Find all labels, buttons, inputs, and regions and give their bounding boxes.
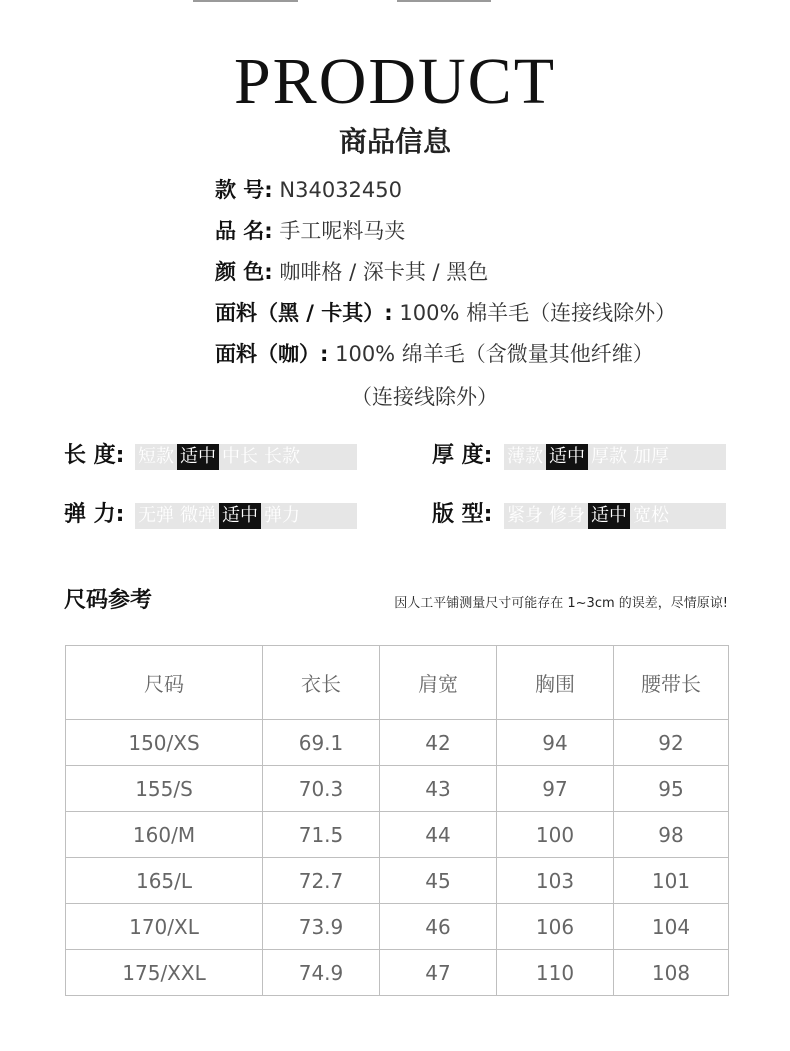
- length-option: 中长: [222, 446, 258, 467]
- table-cell: 106: [497, 904, 614, 950]
- info-value: 咖啡格 / 深卡其 / 黑色: [279, 260, 489, 284]
- table-cell: 47: [380, 950, 497, 996]
- info-value: 100% 绵羊毛（含微量其他纤维）: [335, 342, 654, 366]
- top-divider-right: [397, 0, 491, 2]
- table-cell: 100: [497, 812, 614, 858]
- column-header: 尺码: [66, 646, 263, 720]
- table-row: [66, 766, 729, 812]
- info-name: [215, 216, 405, 246]
- info-fabric-coffee-continuation: （连接线除外）: [351, 385, 498, 409]
- elasticity-option-selected: 适中: [219, 503, 261, 529]
- info-value: 手工呢料马夹: [279, 219, 406, 243]
- table-cell: 175/XXL: [66, 950, 263, 996]
- elasticity-label: 弹 力:: [64, 502, 125, 527]
- table-cell: 69.1: [263, 720, 380, 766]
- fit-scale: [504, 503, 726, 529]
- info-value: 100% 棉羊毛（连接线除外）: [399, 301, 677, 325]
- fit-option: 宽松: [633, 505, 669, 526]
- elasticity-scale: [135, 503, 357, 529]
- info-label: 面料（黑 / 卡其）:: [215, 301, 393, 325]
- table-cell: 170/XL: [66, 904, 263, 950]
- top-divider-left: [193, 0, 298, 2]
- table-cell: 70.3: [263, 766, 380, 812]
- size-table: [65, 645, 729, 996]
- table-cell: 97: [497, 766, 614, 812]
- table-cell: 92: [614, 720, 729, 766]
- thickness-scale: [504, 444, 726, 470]
- page-title: PRODUCT: [233, 45, 557, 118]
- table-cell: 108: [614, 950, 729, 996]
- table-cell: 73.9: [263, 904, 380, 950]
- table-cell: 110: [497, 950, 614, 996]
- table-cell: 165/L: [66, 858, 263, 904]
- fit-option-selected: 适中: [588, 503, 630, 529]
- info-label: 颜 色:: [215, 260, 273, 284]
- table-cell: 95: [614, 766, 729, 812]
- table-cell: 101: [614, 858, 729, 904]
- column-header: 胸围: [497, 646, 614, 720]
- table-cell: 94: [497, 720, 614, 766]
- thickness-option-selected: 适中: [546, 444, 588, 470]
- length-label: 长 度:: [64, 443, 125, 468]
- thickness-option: 厚款: [591, 446, 627, 467]
- column-header: 衣长: [263, 646, 380, 720]
- info-label: 款 号:: [215, 178, 273, 202]
- table-row: [66, 812, 729, 858]
- table-cell: 72.7: [263, 858, 380, 904]
- column-header: 腰带长: [614, 646, 729, 720]
- info-label: 面料（咖）:: [215, 342, 329, 366]
- table-cell: 150/XS: [66, 720, 263, 766]
- fit-option: 紧身: [507, 505, 543, 526]
- size-chart-note: 因人工平铺测量尺寸可能存在 1~3cm 的误差，尽情原谅!: [394, 596, 728, 611]
- info-fabric-black-khaki: [215, 298, 676, 328]
- table-header-row: [66, 646, 729, 720]
- table-cell: 104: [614, 904, 729, 950]
- table-row: [66, 950, 729, 996]
- info-fabric-coffee: [215, 339, 654, 369]
- fit-label: 版 型:: [432, 502, 493, 527]
- length-option: 短款: [138, 446, 174, 467]
- table-cell: 44: [380, 812, 497, 858]
- elasticity-option: 弹力: [264, 505, 300, 526]
- table-cell: 42: [380, 720, 497, 766]
- table-cell: 46: [380, 904, 497, 950]
- table-row: [66, 720, 729, 766]
- table-cell: 155/S: [66, 766, 263, 812]
- info-style-no: [215, 175, 402, 205]
- info-value: N34032450: [279, 178, 403, 202]
- size-chart-title: 尺码参考: [64, 588, 153, 613]
- thickness-option: 薄款: [507, 446, 543, 467]
- table-cell: 43: [380, 766, 497, 812]
- length-option-selected: 适中: [177, 444, 219, 470]
- table-cell: 103: [497, 858, 614, 904]
- column-header: 肩宽: [380, 646, 497, 720]
- info-label: 品 名:: [215, 219, 273, 243]
- length-option: 长款: [264, 446, 300, 467]
- table-cell: 71.5: [263, 812, 380, 858]
- table-cell: 98: [614, 812, 729, 858]
- elasticity-option: 微弹: [180, 505, 216, 526]
- info-color: [215, 257, 488, 287]
- elasticity-option: 无弹: [138, 505, 174, 526]
- table-row: [66, 858, 729, 904]
- table-row: [66, 904, 729, 950]
- page-subtitle: 商品信息: [338, 125, 451, 158]
- length-scale: [135, 444, 357, 470]
- thickness-label: 厚 度:: [432, 443, 493, 468]
- table-cell: 45: [380, 858, 497, 904]
- fit-option: 修身: [549, 505, 585, 526]
- thickness-option: 加厚: [633, 446, 669, 467]
- table-cell: 160/M: [66, 812, 263, 858]
- table-cell: 74.9: [263, 950, 380, 996]
